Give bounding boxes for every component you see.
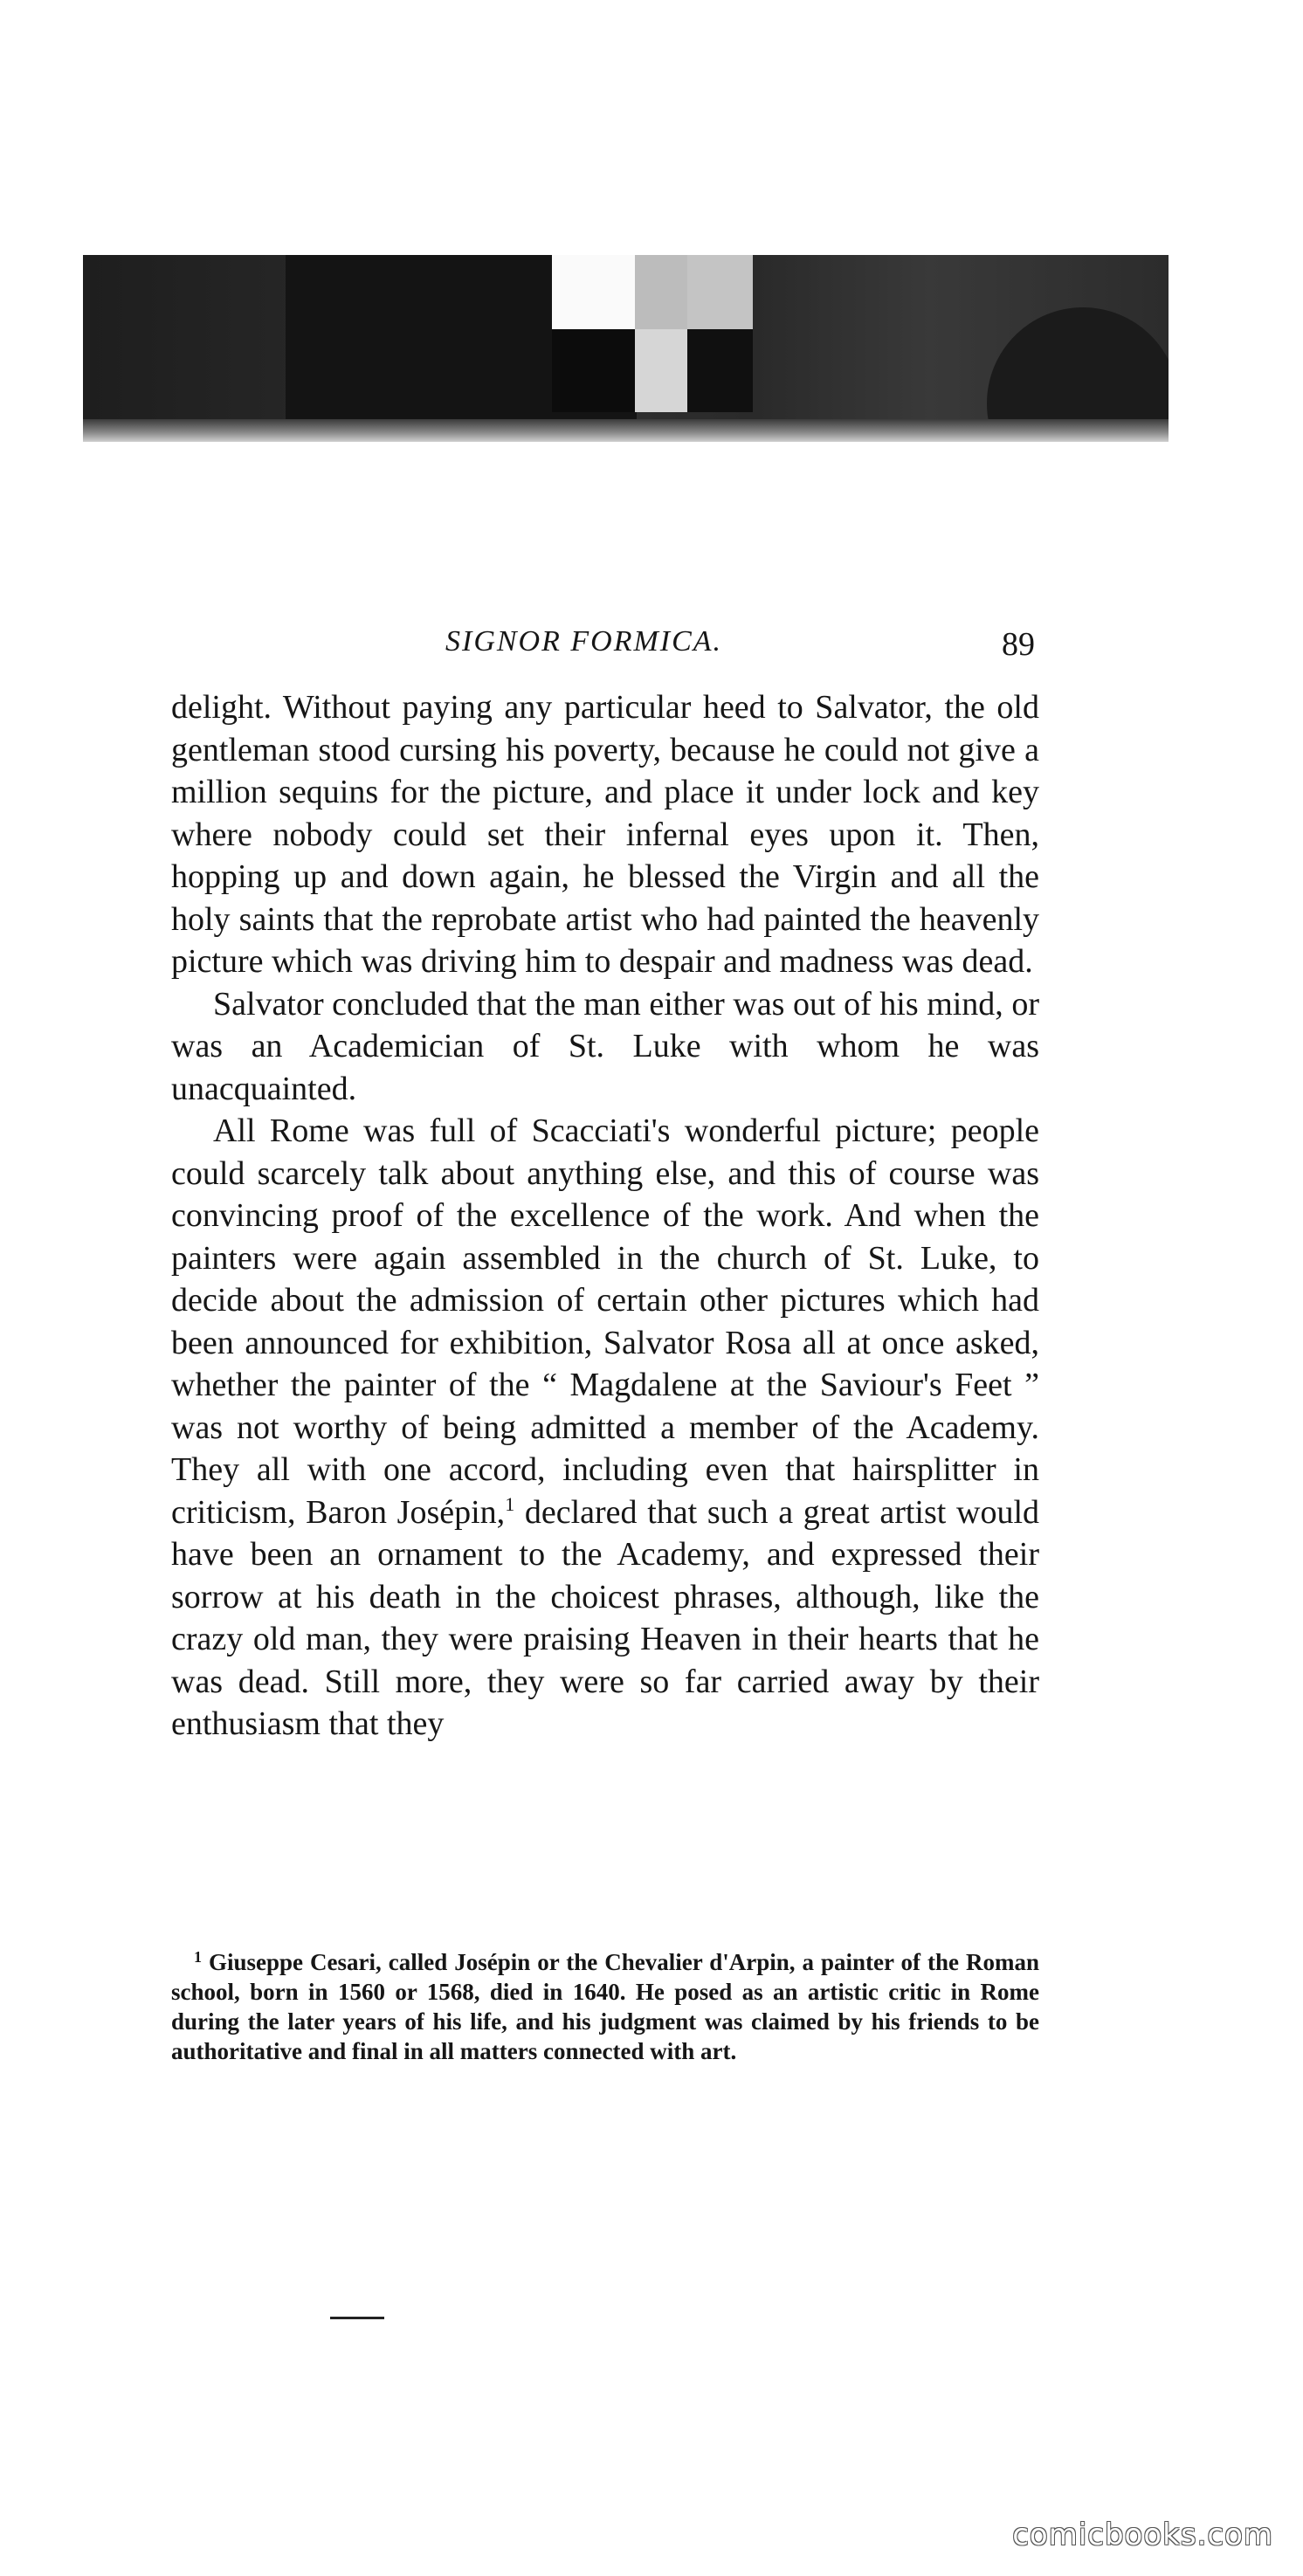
footnote-reference[interactable]: 1 [505,1492,515,1515]
paragraph-3-part-2: declared that such a great artist would have been an ornament to the Academy, and expressed their sorrow at his death in the choicest phrases, although, like the crazy old man, they were praising Heaven in their hearts that he was dead. Still more, they were so far carried away by their enthusiasm that they [171,1493,1039,1742]
gray-panel-right [687,255,753,329]
paragraph-2: Salvator concluded that the man either was out of his mind, or was an Academician of St. Luke with whom he was unacquainted. [171,985,1039,1107]
light-gray-panel [635,329,687,412]
footnote-paragraph [171,1947,1039,2066]
dark-panel [552,329,635,412]
paragraph-3-part-1: All Rome was full of Scacciati's wonderful picture; people could scarcely talk about anything else, and this of course was convincing proof of the excellence of the work. And when the painters were again assembled in the church of St. Luke, to decide about the admission of certain other pictures which had been announced for exhibition, Salvator Rosa all at once asked, whether the painter of the “ Magdalene at the Saviour's Feet ” was not worthy of being admitted a member of the Academy. They all with one accord, including even that hairsplitter in criticism, Baron Josépin, [171,1112,1039,1531]
scanned-illustration-fragment [83,255,1169,442]
running-head [175,622,1035,674]
running-title: SIGNOR FORMICA. [445,625,723,658]
signature-rule [330,2317,384,2319]
floor-shading [83,419,1169,442]
gray-panel [635,255,687,329]
paragraph-1: delight. Without paying any particular heed to Salvator, the old gentleman stood cursing his poverty, because he could not give a million sequins for the picture, and place it under lock and key where nobody could set their infernal eyes upon it. Then, hopping up and down again, he blessed the Virgin and all the holy saints that the reprobate artist who had painted the heavenly picture which was driving him to despair and madness was dead. [171,689,1039,980]
footnote [171,1947,1039,2066]
watermark: comicbooks.com [1012,2517,1273,2552]
dark-panel-right [687,329,753,412]
footnote-marker: 1 [194,1948,202,1966]
footnote-text: Giuseppe Cesari, called Josépin or the Chevalier d'Arpin, a painter of the Roman school, born in 1560 or 1568, died in 1640. He posed as an artistic critic in Rome during the later years of his life, and his judgment was claimed by his friends to be authoritative and final in all matters connected with art. [171,1949,1039,2064]
page-number: 89 [1002,626,1035,663]
body-text [171,686,1039,1746]
light-panel [552,255,635,329]
paragraph-3 [171,1110,1039,1746]
